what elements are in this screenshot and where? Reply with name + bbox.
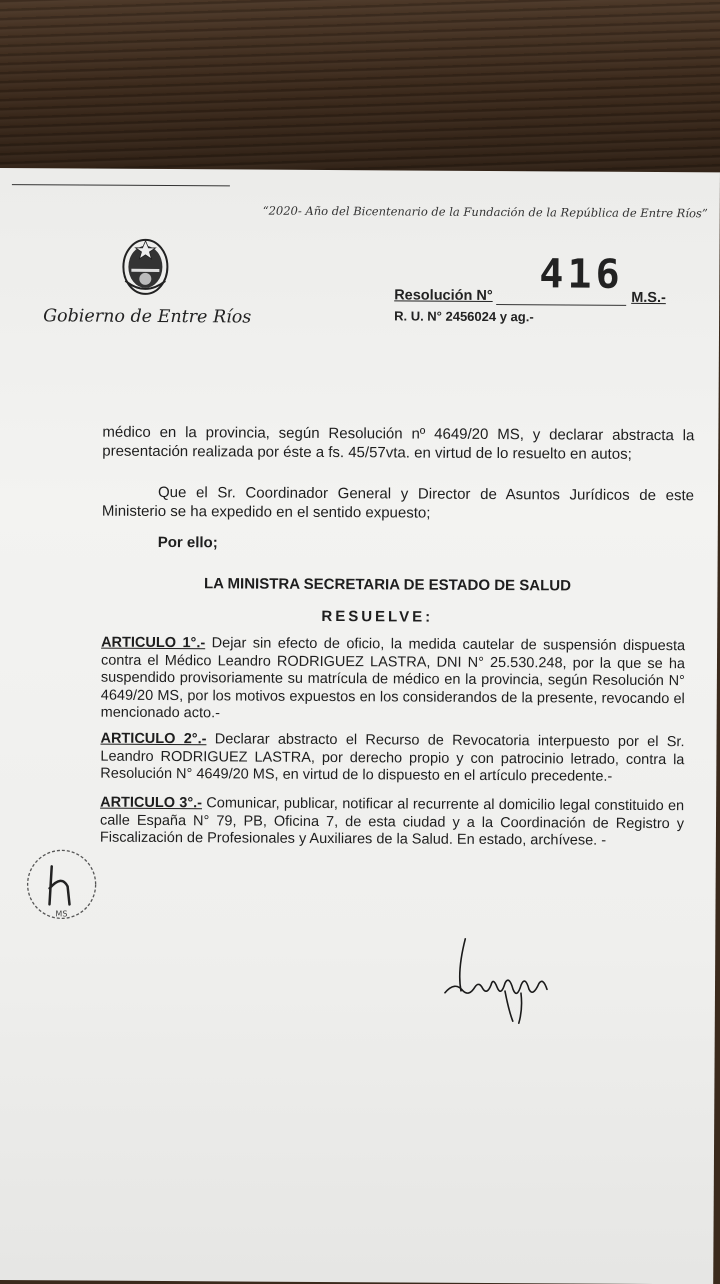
resolution-label: Resolución N°	[394, 287, 493, 305]
government-name: Gobierno de Entre Ríos	[43, 306, 252, 328]
coat-of-arms-icon	[119, 231, 171, 297]
article-3-text: Comunicar, publicar, notificar al recurrente al domicilio legal constituido en calle España N° 79, PB, Oficina 7, de esta ciudad y a la Coordinación de Registro y Fiscalización de Profesionales y Auxiliares de la Salud. En estado, archívese. -	[99, 795, 685, 849]
header-motto: “2020- Año del Bicentenario de la Fundación de la República de Entre Ríos”	[262, 203, 708, 221]
authority-heading: LA MINISTRA SECRETARIA DE ESTADO DE SALUD	[203, 575, 571, 595]
signature	[435, 931, 566, 1032]
article-2-heading: ARTICULO 2°.-	[100, 730, 207, 748]
article-2	[100, 731, 684, 787]
stamp-text: MS	[55, 909, 68, 919]
document-page	[0, 168, 720, 1284]
article-1-heading: ARTICULO 1°.-	[101, 634, 206, 652]
article-1	[101, 635, 686, 726]
por-ello: Por ello;	[157, 533, 218, 552]
resuelve-heading: RESUELVE:	[321, 607, 434, 626]
resolution-suffix: M.S.-	[631, 289, 666, 307]
paragraph-2: Que el Sr. Coordinador General y Director de Asuntos Jurídicos de este Ministerio se ha expedido en el sentido expuesto;	[101, 483, 695, 522]
article-3-heading: ARTICULO 3°.-	[100, 794, 203, 812]
article-2-text: Declarar abstracto el Recurso de Revocatoria interpuesto por el Sr. Leandro RODRIGUEZ LASTRA, por derecho propio y con patrocinio letrado, contra la Resolución N° 4649/20 MS, en virtud de lo dispuesto en el artículo precedente.-	[100, 731, 685, 785]
top-rule	[12, 184, 230, 186]
initials-stamp	[21, 844, 101, 924]
resolution-number-line	[496, 304, 626, 306]
registry-number: R. U. N° 2456024 y ag.-	[394, 308, 534, 325]
article-3	[100, 795, 684, 851]
resolution-number: 416	[539, 251, 624, 298]
article-1-text: Dejar sin efecto de oficio, la medida cautelar de suspensión dispuesta contra el Médico Leandro RODRIGUEZ LASTRA, DNI N° 25.530.248, por la que se ha suspendido provisoriamente su matrícula de médico en la provincia, según Resolución N° 4649/20 MS, por los motivos expuestos en los considerandos de la presente, revocando el mencionado acto.-	[100, 635, 686, 722]
paragraph-1: médico en la provincia, según Resolución nº 4649/20 MS, y declarar abstracta la presentación realizada por éste a fs. 45/57vta. en virtud de lo resuelto en autos;	[102, 423, 695, 463]
